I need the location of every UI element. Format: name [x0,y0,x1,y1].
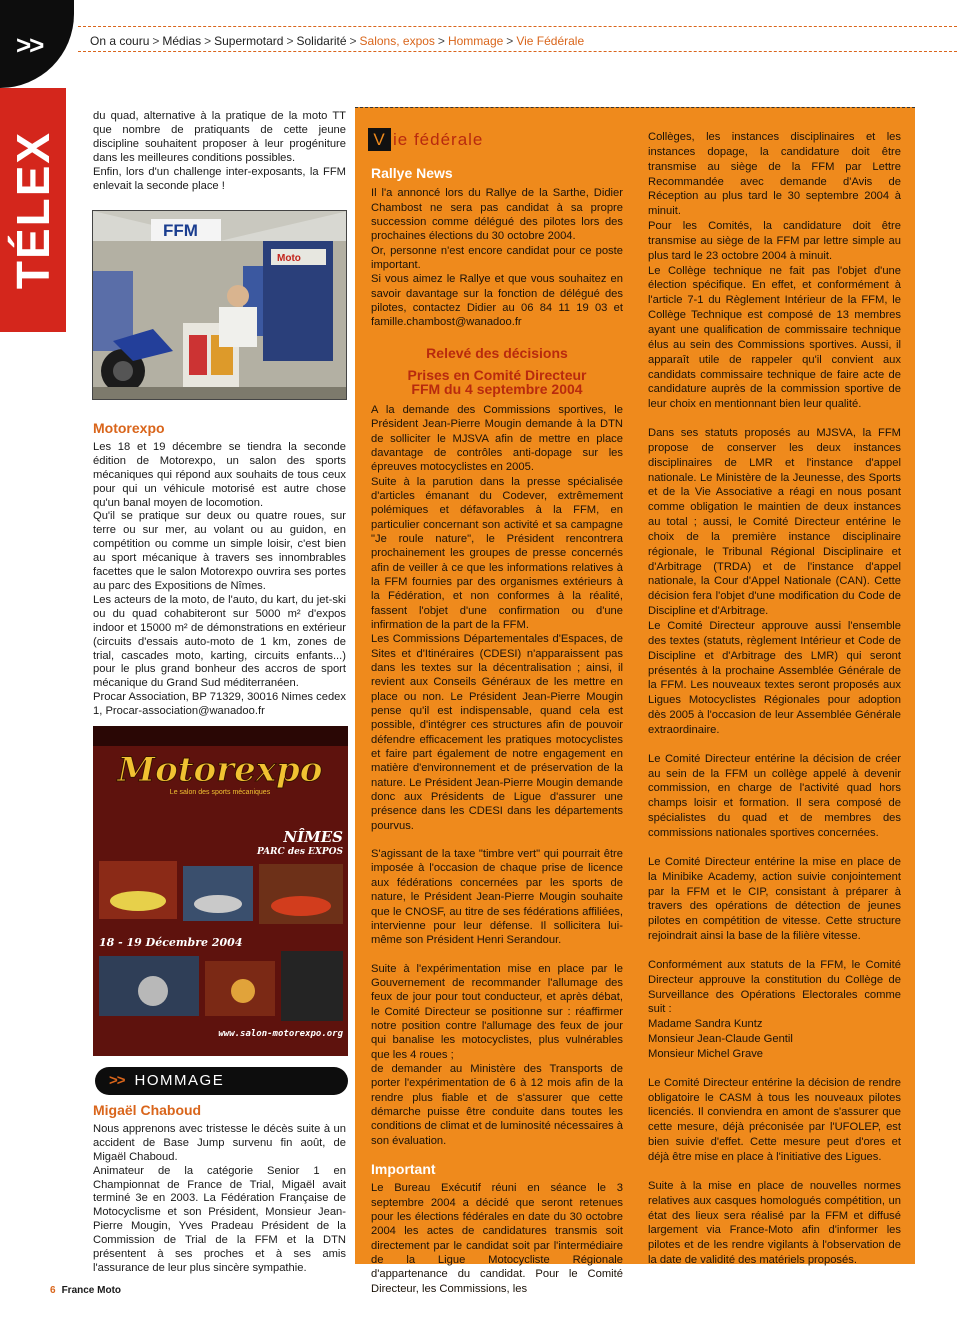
vie-federale-title: V ie fédérale [368,128,483,151]
breadcrumb-item[interactable]: Vie Fédérale [516,34,585,48]
panel-paragraph: Dans ses statuts proposés au MJSVA, la FFM propose de conserver les deux instances disciplinaires de LMR et l'instance d'appel nationale. Le Ministère de la Jeunesse, des Sports et de la Vie Associative a réagi en nous posant comme obligation le maintien de deux instances au total ; aussi, le Comité Directeur entérine le choix de la première instance disciplinaire régionale, le Tribunal Régional Disciplinaire et d'Arbitrage (TRDA) et de l'instance d'appel nationale, la Cour d'Appel Nationale (CAN). Cette décision fera l'objet d'une modification du Code de Discipline et d'Arbitrage. [648,427,901,618]
panel-paragraph: Il l'a annoncé lors du Rallye de la Sarthe, Didier Chambost ne sera pas candidat à sa propre succession comme délégué des pilotes lors des prochaines élections du 30 octobre 2004. [371,187,623,243]
panel-paragraph: Collèges, les instances disciplinaires et les instances dopage, la candidature doit être transmise au siège de la FFM par Lettre Recommandée avec demande d'Avis de Réception au plus tard le 30 septembre 2004 à minuit. [648,131,901,218]
prises-title-2: FFM du 4 septembre 2004 [411,381,583,398]
chaboud-paragraph: Animateur de la catégorie Senior 1 en Championnat de France de Trial, Migaël avait terminé 3e en 2003. La Fédération Française de Motocyclisme et son Président, Monsieur Jean-Pierre Mougin, Yves Pradeau Président de la Commission de Trial de la FFM et la DTN présentent à ses proches et à ses amis l'assurance de leur plus sincère sympathie. [93,1164,346,1274]
panel-paragraph: Le Bureau Exécutif réuni en séance le 3 septembre 2004 a décidé que seront retenues pour les élections fédérales en date du 30 octobre 2004 les actes de candidatures transmis soit directement par le candidat soit par l'intermédiaire de la Ligue Motocycliste Régionale d'appartenance du candidat. Pour le Comité Directeur, les Commissions, les [371,1182,623,1295]
page-number: 6 [50,1285,56,1296]
chaboud-paragraph: Nous apprenons avec tristesse le décès suite à un accident de Base Jump survenu fin août, de Migaël Chaboud. [93,1122,346,1163]
motorexpo-paragraph: Les 18 et 19 décembre se tiendra la seconde édition de Motorexpo, un salon des sports mécaniques qui répond aux souhaits de tous ceux pour qui un véhicule motorisé est autre chose qu'un banal moyen de locomotion. [93,440,346,509]
chevron-icon: >> [109,1072,125,1089]
panel-paragraph: Le Comité Directeur entérine la décision de rendre obligatoire le CASM à tous les nouveaux pilotes licenciés. Il conviendra en amont de s'assurer que cette mesure, déjà préconisée par l'UFOLEP, est bien suivie d'effet. Cette mesure peut d'ores et déjà être mise en place à l'initiative des Ligues. [648,1076,901,1163]
intro-paragraph: du quad, alternative à la pratique de la moto TT que nombre de pratiquants de cette jeune discipline souhaitent proposer à leur progéniture dans les meilleures conditions possibles. [93,110,346,164]
rallye-news-title: Rallye News [371,165,453,181]
panel-paragraph: Le Comité Directeur approuve aussi l'ensemble des textes (statuts, règlement Intérieur et Code de Discipline et d'Arbitrage des LMR) qui seront présentés à la prochaine Assemblée Générale de la FFM. Les nouveaux textes seront proposés aux Ligues Motocyclistes Régionales pour adoption dès 2005 à l'occasion de leur Assemblée Générale extraordinaire. [648,620,901,736]
ffm-stand-photo [92,210,347,400]
poster-city: NÎMES [283,828,343,846]
motorexpo-paragraph: Les acteurs de la moto, de l'auto, du kart, du jet-ski ou du quad cohabiteront sur 5000 m² d'expos indoor et 15000 m² de démonstrations en extérieur (circuits d'essais auto-moto de 1 km, zones de trial, cascades moto, karting, circuits enfants...) pour le plus grand bonheur des accros de sport mécanique du Grand Sud méditerranéen. [93,593,346,690]
poster-dates: 18 - 19 Décembre 2004 [99,936,243,949]
panel-paragraph: S'agissant de la taxe "timbre vert" qui pourrait être imposée à l'occasion de chaque prise de licence aux fédérations concernées par les sports de nature, le Président Jean-Pierre Mougin souhaite que le CNOSF, au titre de ses fédérations affiliées, intervienne pour leur défense. Il sollicitera lui-même son Président Henri Serandour. [371,848,623,947]
panel-column-left [371,166,623,1296]
breadcrumb-item[interactable]: Supermotard [214,34,284,48]
hommage-label: HOMMAGE [134,1072,225,1089]
intro-paragraph-2: Enfin, lors d'un challenge inter-exposants, la FFM enlevait la seconde place ! [93,165,346,192]
panel-paragraph: Suite à la parution dans la presse spécialisée d'articles émanant du Codever, extrêmement polémiques et défavorables à la FFM, en particulier concernant son activité et sa campagne "Je roule nature", le Président rencontrera prochainement les groupes de presse concernés afin de veiller à ce que les informations relatives à la FFM fournies par des organismes extérieurs à la Fédération, et non conformes à la réalité, fassent l'objet d'une confirmation ou d'une infirmation de la part de la FFM. [371,475,623,631]
important-title: Important [371,1161,436,1177]
poster-title: Motorexpo [117,750,323,790]
panel-column-right [648,130,901,1268]
breadcrumb-item[interactable]: Salons, expos [359,34,435,48]
panel-paragraph: Conformément aux statuts de la FFM, le Comité Directeur approuve la constitution du Collège de Surveillance des Opérations Electorales comme suit : [648,958,901,1016]
panel-paragraph: Or, personne n'est encore candidat pour ce poste important. [371,244,623,272]
hommage-banner [95,1067,348,1095]
panel-paragraph: Pour les Comités, la candidature doit être transmise au siège de la FFM par lettre simple au plus tard le 23 octobre 2004 à minuit. [648,220,901,262]
telex-label: TÉLEX [7,130,59,290]
poster-subtitle: Le salon des sports mécaniques [169,789,271,796]
breadcrumb: On a couru > Médias > Supermotard > Solidarité > Salons, expos > Hommage > Vie Fédérale [90,34,585,48]
intro-text [93,110,346,193]
chaboud-article [93,1104,346,1276]
vie-federale-panel [355,107,915,1295]
breadcrumb-item[interactable]: Hommage [447,34,504,48]
motorexpo-poster [93,726,348,1056]
member-name: Monsieur Jean-Claude Gentil [648,1033,793,1046]
breadcrumb-item[interactable]: On a couru [90,34,150,48]
prises-title-1: Prises en Comité Directeur [407,367,587,384]
section-corner-badge: >> [0,0,74,88]
panel-paragraph: de demander au Ministère des Transports de porter l'expérimentation de 6 à 12 mois afin de la rendre plus fiable et de s'assurer que cette démarche puisse être conduite dans toutes les conditions de climat et de luminosité nécessaires à son évaluation. [371,1062,623,1147]
chaboud-title: Migaël Chaboud [93,1102,202,1118]
poster-artwork [93,726,348,1056]
sign-ffm: FFM [163,221,198,240]
page-footer [50,1285,121,1296]
header-rule-bottom [78,51,957,52]
poster-venue: PARC des EXPOS [256,847,343,857]
poster-url: www.salon-motorexpo.org [218,1029,343,1039]
releve-title: Relevé des décisions [426,344,568,361]
motorexpo-article [93,422,346,719]
panel-paragraph: Le Comité Directeur entérine la décision de créer au sein de la FFM un collège appelé à devenir commission, en charge de l'activité quad hors champs loisir et formation. Il sera composé de spécialistes du quad et de membres des commissions nationales sportives concernées. [648,752,901,839]
panel-paragraph: Les Commissions Départementales d'Espaces, de Sites et d'Itinéraires (CDESI) n'apparaissent pas dans les textes sur la décentralisation ; ainsi, il revient aux Conseils Généraux de les mettre en place ou non. Le Président Jean-Pierre Mougin pense qu'il est indispensable, quand cela est possible, d'intégrer ces structures afin de pouvoir défendre efficacement les pratiques motocyclistes et faire part également de notre engagement en matière d'environnement et de préservation de la nature. Le Président Jean-Pierre Mougin demande donc aux Présidents de Ligue d'assurer une présence dans les CDESI dans les départements pourvus. [371,633,623,832]
sign-moto: Moto [277,253,301,264]
member-name: Madame Sandra Kuntz [648,1018,763,1031]
breadcrumb-item[interactable]: Solidarité [296,34,347,48]
magazine-name: France Moto [61,1285,122,1296]
motorexpo-paragraph: Qu'il se pratique sur deux ou quatre roues, sur terre ou sur mer, au volant ou au guidon, en compétition ou comme un simple loisir, c'est bien au sport mécanique à travers ses innombrables facettes que le salon Motorexpo ouvrira ses portes au parc des Expositions de Nîmes. [93,510,346,592]
panel-paragraph: Suite à la mise en place de nouvelles normes relatives aux casques homologués compétition, un état des lieux sera réalisé par la FFM et diffusé largement via France-Moto afin d'informer les pilotes et de les rendre vigilants à l'observation de la date de validité des matériels proposés. [648,1179,901,1267]
header-rule-top [78,26,957,27]
breadcrumb-item[interactable]: Médias [162,34,202,48]
panel-paragraph: Si vous aimez le Rallye et que vous souhaitez en savoir davantage sur la fonction de délégué des pilotes, contactez Didier au 06 84 11 19 03 et famille.chambost@wanadoo.fr [371,273,623,329]
member-name: Monsieur Michel Grave [648,1047,764,1060]
panel-paragraph: Suite à l'expérimentation mise en place par le Gouvernement de recommander l'allumage des feux de jour pour tout conducteur, et après débat, le Comité Directeur se positionne sur : réaffirmer notre position contre l'allumage des feux de jour qui banalise les motocyclistes, plus vulnérables que les 4 roues ; [371,962,623,1061]
panel-paragraph: A la demande des Commissions sportives, le Président Jean-Pierre Mougin demande à la DTN de solliciter le MJSVA afin de mettre en place davantage de contrôles anti-dopage sur les épreuves motocyclistes en 2005. [371,403,623,474]
motorexpo-contact: Procar Association, BP 71329, 30016 Nimes cedex 1, Procar-association@wanadoo.fr [93,691,346,718]
photo-illustration [93,211,347,400]
panel-paragraph: Le Collège technique ne fait pas l'objet d'une élection spécifique. En effet, et conformément à l'article 7-1 du Règlement Intérieur de la FFM, le Collège Technique est composé de 13 membres ayant une qualification de commissaire technique élus au sein des Commissions sportives. Aussi, il apparaît utile de rappeler qu'il convient aux candidats commissaire technique de faire acte de candidature auprès de la commission sportive de leur choix en mentionnant bien leur qualité. [648,264,901,411]
motorexpo-title: Motorexpo [93,420,165,436]
panel-paragraph: Le Comité Directeur entérine la mise en place de la Minibike Academy, action suivie conjointement par la FFM et le CIP, consistant à préparer à travers des opérations de détection de jeunes pilotes en compétition de vitesse. Cette structure rejoindrait ainsi la base de la filière vitesse. [648,855,901,943]
